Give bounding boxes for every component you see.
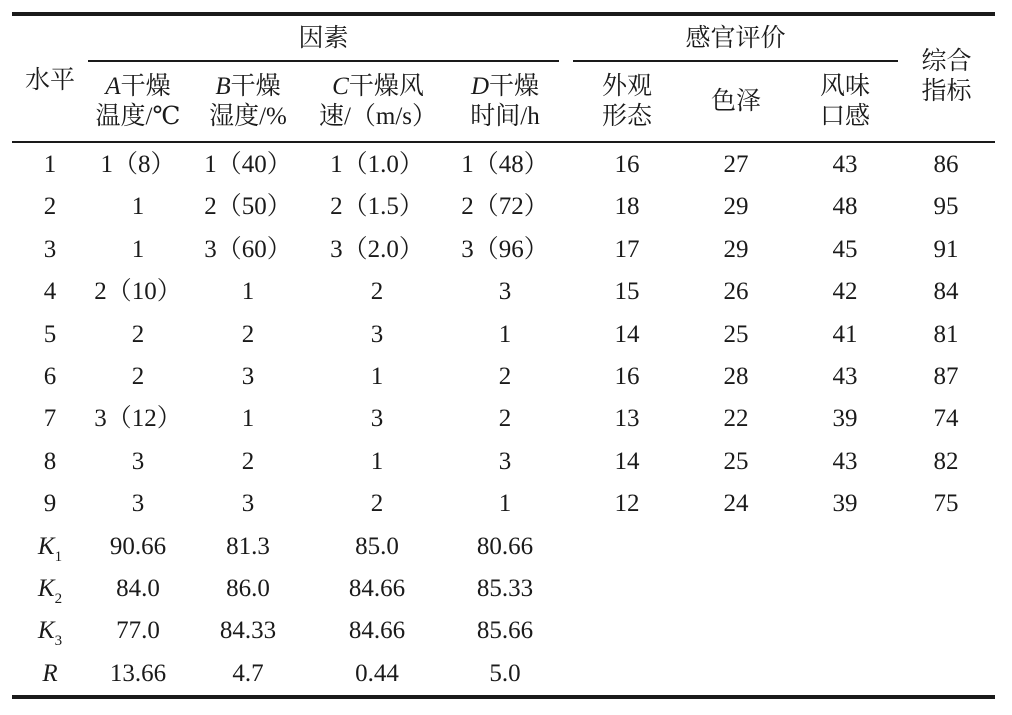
cell-appearance: 18 [614,193,640,221]
stat-cell-D: 85.33 [476,575,534,602]
cell-D: 3（96） [461,235,549,263]
cell-overall: 82 [933,447,959,475]
factor-d-letter: D [470,73,490,100]
flavor-line2: 口感 [819,103,870,130]
cell-B: 2 [241,320,255,348]
cell-level: 7 [43,405,57,433]
stat-symbol: K [37,617,55,645]
cell-B: 1（40） [204,151,292,178]
stat-cell-C: 0.44 [355,659,399,687]
cell-B: 1 [241,405,255,433]
factors-group-rule [88,60,559,62]
cell-overall: 86 [933,151,959,178]
header-level: 水平 [24,67,75,94]
cell-flavor: 39 [832,490,858,518]
stat-cell-A: 84.0 [116,575,160,602]
stat-subscript: 1 [54,548,63,565]
cell-flavor: 42 [832,278,858,306]
factor-b-letter: B [215,73,231,100]
cell-C: 3（2.0） [330,235,424,263]
stat-cell-D: 5.0 [489,659,521,687]
cell-C: 1（1.0） [330,151,424,178]
cell-overall: 95 [933,193,959,221]
cell-D: 1（48） [461,151,549,178]
stat-cell-A: 77.0 [116,617,160,645]
cell-color: 29 [723,193,749,221]
cell-B: 3（60） [204,235,292,263]
header-flavor [795,72,895,132]
factor-b-line1: 干燥 [230,73,281,100]
cell-C: 3 [370,405,384,433]
cell-level: 5 [43,320,57,348]
cell-level: 2 [43,193,57,221]
sensory-group-rule [573,60,898,62]
cell-appearance: 16 [614,363,640,390]
stat-symbol: R [42,659,58,687]
cell-D: 2（72） [461,193,549,221]
overall-line2: 指标 [921,78,972,105]
factor-d-line2: 时间/h [470,103,540,130]
factor-a-line1: 干燥 [120,73,171,100]
header-color: 色泽 [710,88,761,115]
stat-cell-A: 13.66 [109,659,167,687]
cell-B: 2 [241,447,255,475]
stat-cell-A: 90.66 [109,532,167,560]
cell-C: 2 [370,278,384,306]
cell-overall: 74 [933,405,959,433]
stat-cell-C: 85.0 [355,532,399,560]
appearance-line1: 外观 [601,73,652,100]
cell-A: 1（8） [100,151,176,178]
cell-D: 1 [498,320,512,348]
cell-B: 3 [241,363,255,390]
cell-appearance: 14 [614,320,640,348]
header-overall [898,47,995,107]
factor-a-line2: 温度/℃ [95,103,181,130]
cell-flavor: 48 [832,193,858,221]
appearance-line2: 形态 [601,103,652,130]
cell-level: 8 [43,447,57,475]
cell-A: 3（12） [94,405,182,433]
stat-cell-B: 84.33 [219,617,277,645]
cell-A: 3 [131,447,145,475]
cell-B: 2（50） [204,193,292,221]
cell-appearance: 14 [614,447,640,475]
header-factor-d [455,72,555,132]
cell-overall: 84 [933,278,959,306]
table-top-rule [12,12,995,16]
factor-c-letter: C [332,73,349,100]
cell-A: 1 [131,193,145,221]
table-bottom-rule [12,695,995,699]
cell-color: 28 [723,363,749,390]
table-header-rule [12,141,995,143]
header-factor-b [198,72,298,132]
cell-B: 3 [241,490,255,518]
cell-C: 3 [370,320,384,348]
cell-A: 2 [131,363,145,390]
header-sensory-group: 感官评价 [685,25,786,52]
cell-appearance: 12 [614,490,640,518]
factor-c-line2: 速/（m/s） [318,103,438,130]
cell-overall: 75 [933,490,959,518]
header-factor-a [88,72,188,132]
cell-flavor: 45 [832,235,858,263]
header-factor-c [310,72,446,132]
cell-overall: 81 [933,320,959,348]
cell-flavor: 43 [832,151,858,178]
stat-cell-B: 4.7 [232,659,264,687]
cell-level: 4 [43,278,57,306]
stat-subscript: 2 [54,591,63,607]
cell-A: 2 [131,320,145,348]
cell-C: 1 [370,447,384,475]
stat-cell-D: 85.66 [476,617,534,645]
flavor-line1: 风味 [819,73,870,100]
cell-C: 1 [370,363,384,390]
cell-color: 25 [723,320,749,348]
factor-d-line1: 干燥 [489,73,540,100]
cell-overall: 91 [933,235,959,263]
cell-level: 1 [43,151,57,178]
cell-A: 1 [131,235,145,263]
cell-D: 3 [498,447,512,475]
header-appearance [577,72,677,132]
stat-cell-B: 86.0 [226,575,270,602]
cell-C: 2 [370,490,384,518]
cell-flavor: 43 [832,447,858,475]
cell-C: 2（1.5） [330,193,424,221]
stat-subscript: 3 [54,633,63,650]
stat-cell-C: 84.66 [348,575,406,602]
cell-overall: 87 [933,363,959,390]
cell-level: 3 [43,235,57,263]
cell-level: 9 [43,490,57,518]
cell-appearance: 15 [614,278,640,306]
cell-appearance: 13 [614,405,640,433]
cell-flavor: 39 [832,405,858,433]
cell-B: 1 [241,278,255,306]
stat-cell-C: 84.66 [348,617,406,645]
cell-A: 2（10） [94,278,182,306]
cell-color: 27 [723,151,749,178]
cell-color: 29 [723,235,749,263]
cell-level: 6 [43,363,57,390]
cell-D: 3 [498,278,512,306]
cell-D: 1 [498,490,512,518]
cell-color: 25 [723,447,749,475]
cell-appearance: 17 [614,235,640,263]
cell-color: 24 [723,490,749,518]
factor-c-line1: 干燥风 [348,73,424,100]
cell-color: 22 [723,405,749,433]
factor-a-letter: A [105,73,121,100]
overall-line1: 综合 [921,48,972,75]
cell-A: 3 [131,490,145,518]
stat-cell-B: 81.3 [226,532,270,560]
cell-appearance: 16 [614,151,640,178]
cell-D: 2 [498,405,512,433]
cell-color: 26 [723,278,749,306]
cell-flavor: 43 [832,363,858,390]
cell-flavor: 41 [832,320,858,348]
header-factors-group: 因素 [298,25,349,52]
stat-symbol: K [37,575,55,602]
factor-b-line2: 湿度/% [209,103,287,130]
stat-symbol: K [37,532,55,560]
stat-cell-D: 80.66 [476,532,534,560]
cell-D: 2 [498,363,512,390]
